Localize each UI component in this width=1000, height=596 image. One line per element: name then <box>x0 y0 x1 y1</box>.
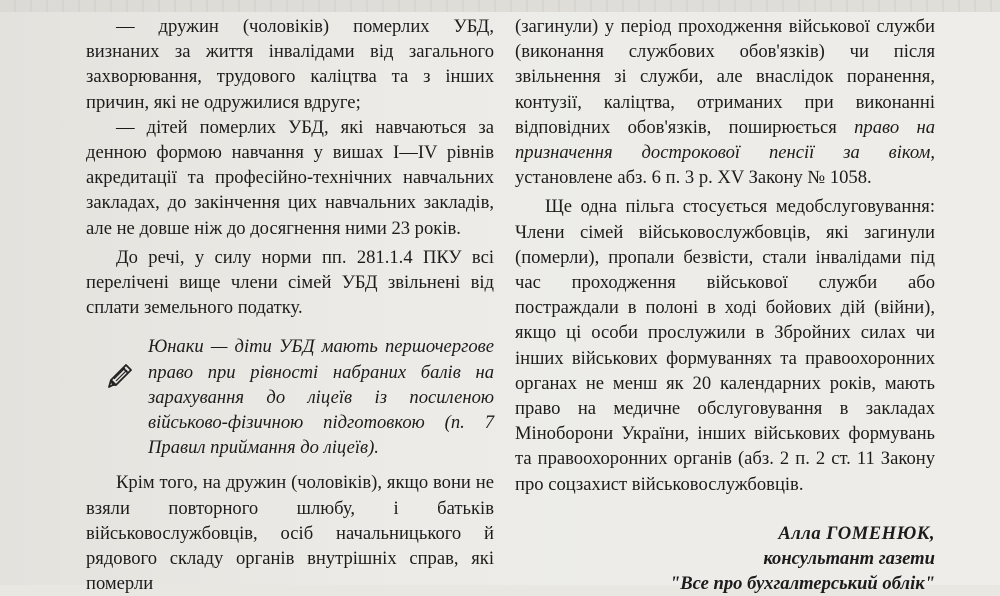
right-column <box>515 14 935 596</box>
author-role: консультант газети <box>763 547 935 569</box>
paragraph-early-pension <box>515 14 935 190</box>
paragraph-medical: Ще одна пільга стосується медобслуговування: Члени сімей військовослужбовців, які загинули (померли), пропали безвісти, стали інвалідами під час проходження військової служби або постраждали в полоні в ході бойових дій (війни), якщо ці особи прослужили в Збройних силах чи інших військових формуваннях та правоохоронних органах не менш як 20 календарних років, мають право на медичне обслуговування в закладах Міноборони України, інших військових формувань та правоохоронних органів (абз. 2 п. 2 ст. 11 Закону про соцзахист військовослужбовців. <box>515 196 935 495</box>
pension-text-start: (загинули) у період проходження військової служби (виконання службових обов'язків) чи після звільнення зі служби, але внаслідок поранення, контузії, каліцтва, отриманих при виконанні відповідних обов'язків, поширюється <box>515 16 935 138</box>
top-edge-strip <box>0 0 1000 12</box>
paragraph-spouses-parents: Крім того, на дружин (чоловіків), якщо вони не взяли повторного шлюбу, і батьків військовослужбовців, осіб начальницького й рядового складу органів внутрішніх справ, які померли <box>86 472 494 595</box>
list-item-children: — дітей померлих УБД, які навчаються за денною формою навчання у вишах I—IV рівнів акредитації та професійно-технічних навчальних закладах, до закінчення цих навчальних закладів, але не довше ніж до досягнення ними 23 років. <box>86 116 494 239</box>
list-item-spouses: — дружин (чоловіків) померлих УБД, визнаних за життя інвалідами від загального захворювання, трудового каліцтва та з інших причин, які не одружилися вдруге; <box>86 16 494 113</box>
left-column <box>86 14 494 596</box>
note-text: Юнаки — діти УБД мають першочергове право при рівності набраних балів на зарахування до ліцеїв із посиленою військово-фізичною підготовкою (п. 7 Правил приймання до ліцеїв). <box>148 336 494 459</box>
pencil-icon <box>106 360 136 390</box>
note-block <box>86 334 494 460</box>
paragraph-land-tax: До речі, у силу норми пп. 281.1.4 ПКУ всі перелічені вище члени сімей УБД звільнені від сплати земельного податку. <box>86 246 494 319</box>
pension-right-emphasis: право на призначення дострокової пенсії за віком <box>515 116 935 164</box>
author-name: Алла ГОМЕНЮК, <box>778 522 935 544</box>
pension-text-end: , установлене абз. 6 п. 3 р. XV Закону № 1058. <box>515 142 935 189</box>
publication-name: "Все про бухгалтерський облік" <box>669 572 935 594</box>
